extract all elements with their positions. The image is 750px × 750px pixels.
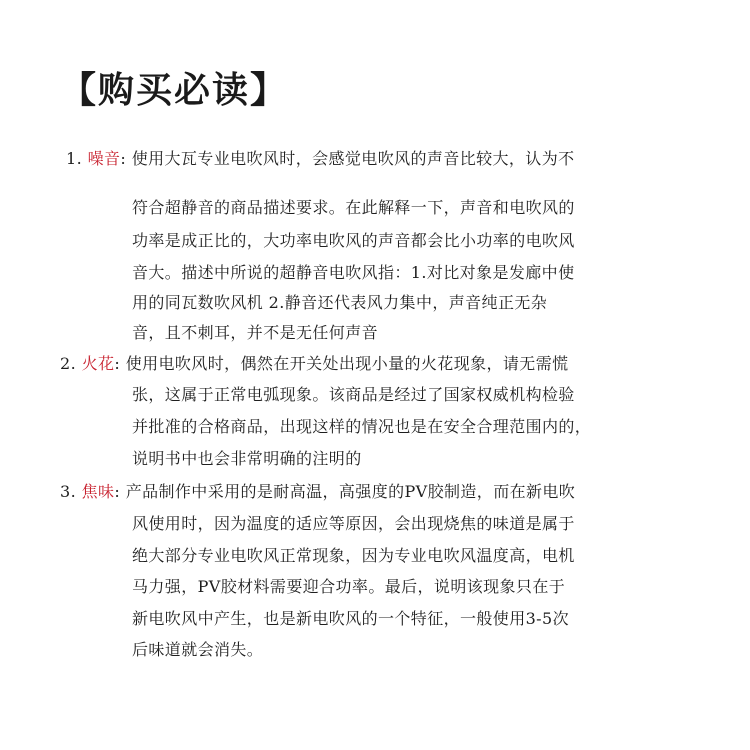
item-burnt-colon: : bbox=[114, 482, 121, 501]
item-burnt-keyword: 焦味 bbox=[81, 482, 115, 501]
item-noise-line-4: 音大。描述中所说的超静音电吹风指：1.对比对象是发廊中使 bbox=[132, 263, 575, 282]
item-burnt-line-1 bbox=[60, 482, 575, 502]
item-spark-keyword: 火花 bbox=[81, 354, 115, 373]
item-burnt-line-2: 风使用时，因为温度的适应等原因，会出现烧焦的味道是属于 bbox=[132, 514, 575, 533]
item-burnt-line-6: 后味道就会消失。 bbox=[132, 640, 264, 659]
item-noise-keyword: 噪音 bbox=[87, 149, 121, 168]
item-spark-line-1 bbox=[60, 354, 569, 374]
item-noise-line-2: 符合超静音的商品描述要求。在此解释一下，声音和电吹风的 bbox=[132, 198, 575, 217]
item-burnt-line-3: 绝大部分专业电吹风正常现象，因为专业电吹风温度高，电机 bbox=[132, 546, 575, 565]
item-spark-line-4: 说明书中也会非常明确的注明的 bbox=[132, 449, 362, 468]
item-spark-line-3: 并批准的合格商品，出现这样的情况也是在安全合理范围内的， bbox=[132, 417, 592, 436]
page-title: 【购买必读】 bbox=[60, 69, 289, 111]
item-burnt-number: 3. bbox=[60, 482, 77, 501]
item-burnt-line-4: 马力强，PV胶材料需要迎合功率。最后，说明该现象只在于 bbox=[132, 577, 566, 596]
item-noise-line-3: 功率是成正比的，大功率电吹风的声音都会比小功率的电吹风 bbox=[132, 231, 575, 250]
item-noise-colon: : bbox=[120, 149, 127, 168]
item-noise-line-1 bbox=[66, 149, 575, 169]
item-noise-number: 1. bbox=[66, 149, 83, 168]
item-noise-line-5: 用的同瓦数吹风机 2.静音还代表风力集中，声音纯正无杂 bbox=[132, 293, 548, 312]
item-spark-colon: : bbox=[114, 354, 121, 373]
item-noise-line-6: 音，且不刺耳，并不是无任何声音 bbox=[132, 323, 379, 342]
item-spark-line-2: 张，这属于正常电弧现象。该商品是经过了国家权威机构检验 bbox=[132, 385, 575, 404]
item-spark-number: 2. bbox=[60, 354, 77, 373]
item-burnt-line-5: 新电吹风中产生，也是新电吹风的一个特征，一般使用3-5次 bbox=[132, 609, 569, 628]
item-spark-text: 使用电吹风时，偶然在开关处出现小量的火花现象，请无需慌 bbox=[125, 354, 569, 373]
item-noise-text: 使用大瓦专业电吹风时，会感觉电吹风的声音比较大，认为不 bbox=[131, 149, 575, 168]
item-burnt-text: 产品制作中采用的是耐高温，高强度的PV胶制造，而在新电吹 bbox=[125, 482, 576, 501]
